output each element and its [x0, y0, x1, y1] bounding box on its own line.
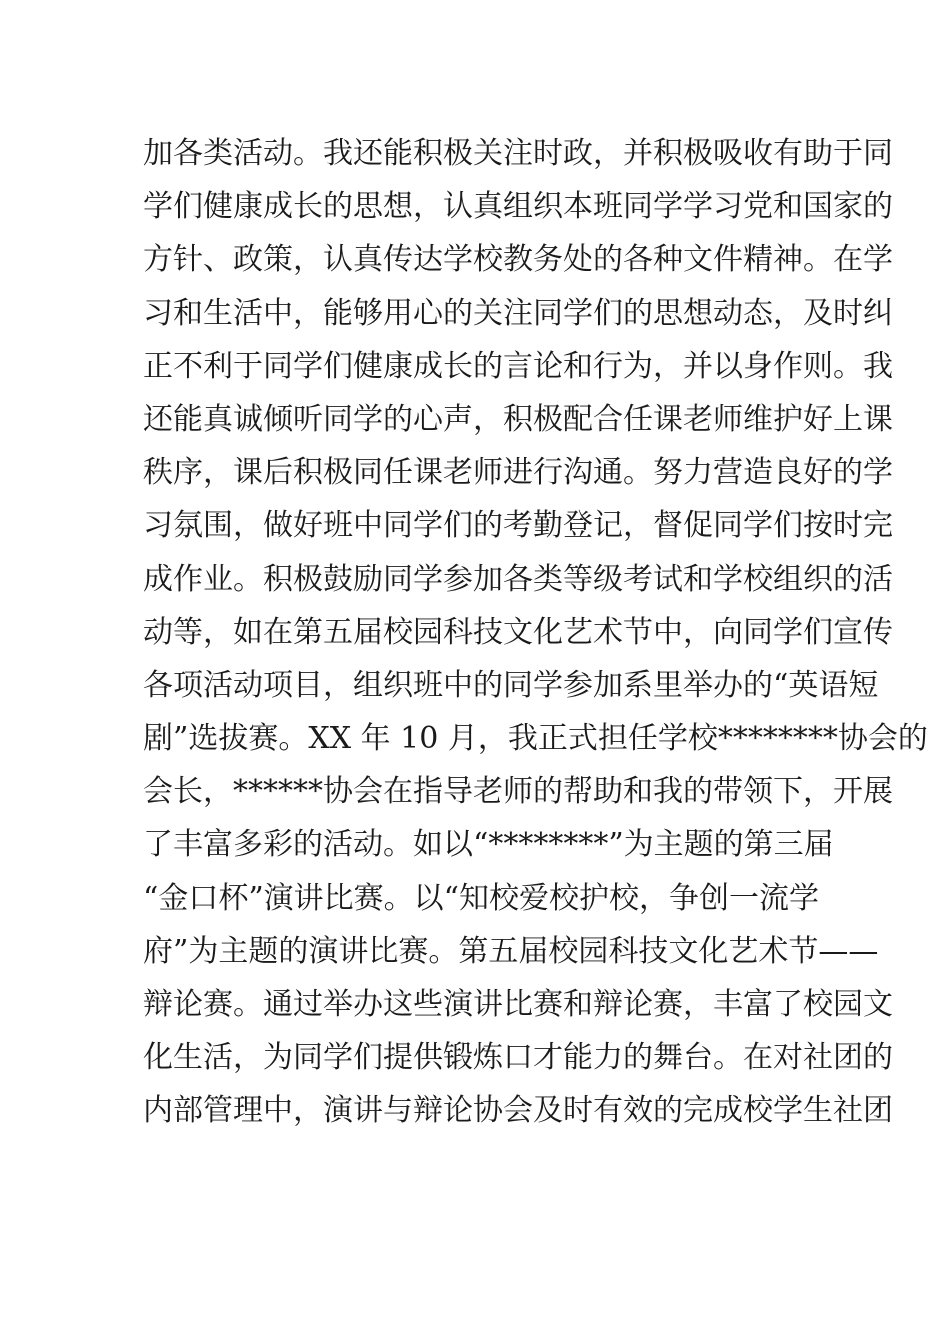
text-line: 了丰富多彩的活动。如以“********”为主题的第三届 — [143, 827, 834, 863]
text-line: 剧”选拔赛。XX 年 10 月，我正式担任学校********协会的 — [143, 721, 928, 757]
text-line: 秩序，课后积极同任课老师进行沟通。努力营造良好的学 — [143, 455, 893, 491]
text-line: 会长，******协会在指导老师的帮助和我的带领下，开展 — [143, 774, 893, 810]
text-line: 加各类活动。我还能积极关注时政，并积极吸收有助于同 — [143, 136, 893, 171]
text-line: 习和生活中，能够用心的关注同学们的思想动态，及时纠 — [143, 295, 893, 331]
text-line: 内部管理中，演讲与辩论协会及时有效的完成校学生社团 — [143, 1093, 893, 1129]
text-line: 各项活动项目，组织班中的同学参加系里举办的“英语短 — [143, 667, 879, 703]
text-line: 学们健康成长的思想，认真组织本班同学学习党和国家的 — [143, 189, 893, 225]
text-line: 还能真诚倾听同学的心声，积极配合任课老师维护好上课 — [143, 401, 893, 437]
text-line: “金口杯”演讲比赛。以“知校爱校护校，争创一流学 — [143, 880, 820, 916]
text-line: 辩论赛。通过举办这些演讲比赛和辩论赛，丰富了校园文 — [143, 987, 893, 1022]
text-line: 成作业。积极鼓励同学参加各类等级考试和学校组织的活 — [143, 561, 893, 597]
text-line: 方针、政策，认真传达学校教务处的各种文件精神。在学 — [143, 242, 893, 278]
text-line: 府”为主题的演讲比赛。第五届校园科技文化艺术节—— — [143, 933, 879, 969]
body-paragraph — [143, 127, 928, 1138]
text-line: 习氛围，做好班中同学们的考勤登记，督促同学们按时完 — [143, 508, 893, 544]
text-line: 化生活，为同学们提供锻炼口才能力的舞台。在对社团的 — [143, 1040, 893, 1076]
text-line: 正不利于同学们健康成长的言论和行为，并以身作则。我 — [143, 348, 893, 384]
text-line: 动等，如在第五届校园科技文化艺术节中，向同学们宣传 — [143, 614, 893, 650]
